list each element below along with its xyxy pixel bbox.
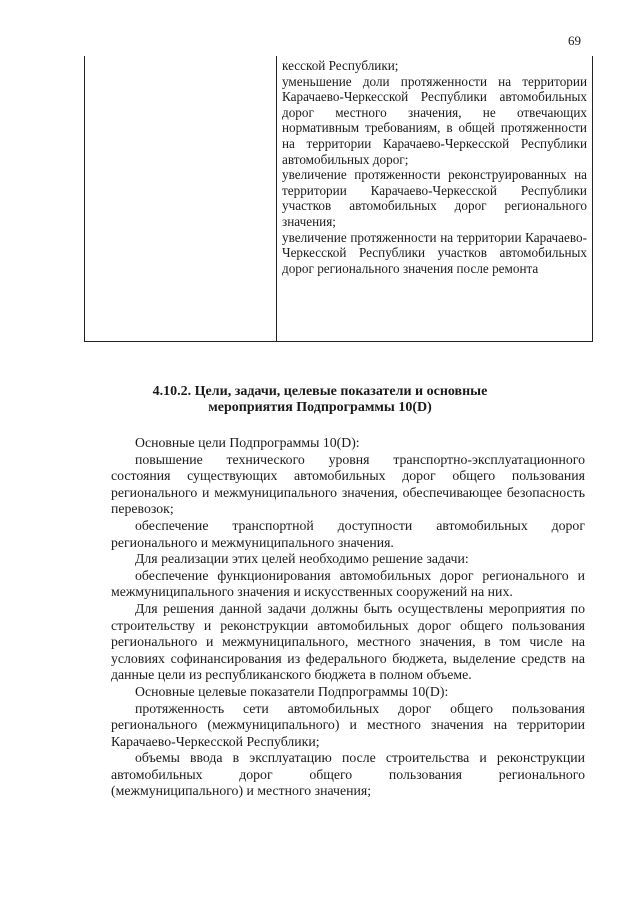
- paragraph: Основные цели Подпрограммы 10(D):: [135, 435, 360, 450]
- paragraph: обеспечение функционирования автомобильных дорог регионального и межмуниципального значения и искусственных сооружений на них.: [111, 567, 585, 600]
- table-cell-line: уменьшение доли протяженности на территории Карачаево-Черкесской Республики автомобильных дорог местного значения, не отвечающих нормативным требованиям, в общей протяженности на территории Карачаево-Черкесской Республики автомобильных дорог;: [282, 73, 587, 167]
- paragraph: объемы ввода в эксплуатацию после строительства и реконструкции автомобильных дорог общего пользования регионального (межмуниципального) и местного значения;: [111, 750, 585, 799]
- table-left-cell: [85, 56, 277, 341]
- paragraph: обеспечение транспортной доступности автомобильных дорог регионального и межмуниципального значения.: [111, 517, 585, 550]
- table-right-cell: [282, 58, 587, 276]
- paragraph: Для реализации этих целей необходимо решение задачи:: [135, 551, 469, 567]
- paragraph: Для решения данной задачи должны быть осуществлены мероприятия по строительству и реконструкции автомобильных дорог общего пользования регионального и межмуниципального, местного значения, в том числе на условиях софинансирования из федерального бюджета, выделение средств на данные цели из республиканского бюджета в полном объеме.: [111, 600, 585, 683]
- paragraph: Основные целевые показатели Подпрограммы 10(D):: [135, 683, 449, 699]
- table-cell-line: увеличение протяженности реконструированных на территории Карачаево-Черкесской Республики участков автомобильных дорог регионального значения;: [282, 167, 587, 229]
- paragraph: протяженность сети автомобильных дорог общего пользования регионального (межмуниципального) и местного значения на территории Карачаево-Черкесской Республики;: [111, 700, 585, 749]
- paragraph: повышение технического уровня транспортно-эксплуатационного состояния существующих автомобильных дорог общего пользования регионального и межмуниципального значения, обеспечивающее безопасность перевозок;: [111, 451, 585, 517]
- page-number: 69: [568, 33, 581, 48]
- section-body: [111, 435, 585, 800]
- section-heading-line1: 4.10.2. Цели, задачи, целевые показатели и основные: [152, 384, 488, 399]
- section-heading: [100, 384, 540, 416]
- section-heading-line2: мероприятия Подпрограммы 10(D): [208, 400, 432, 415]
- table-cell-line: кесской Республики;: [282, 58, 399, 73]
- table-cell-line: увеличение протяженности на территории Карачаево-Черкесской Республики участков автомобильных дорог регионального значения после ремонта: [282, 229, 587, 276]
- continuation-table: [84, 56, 593, 342]
